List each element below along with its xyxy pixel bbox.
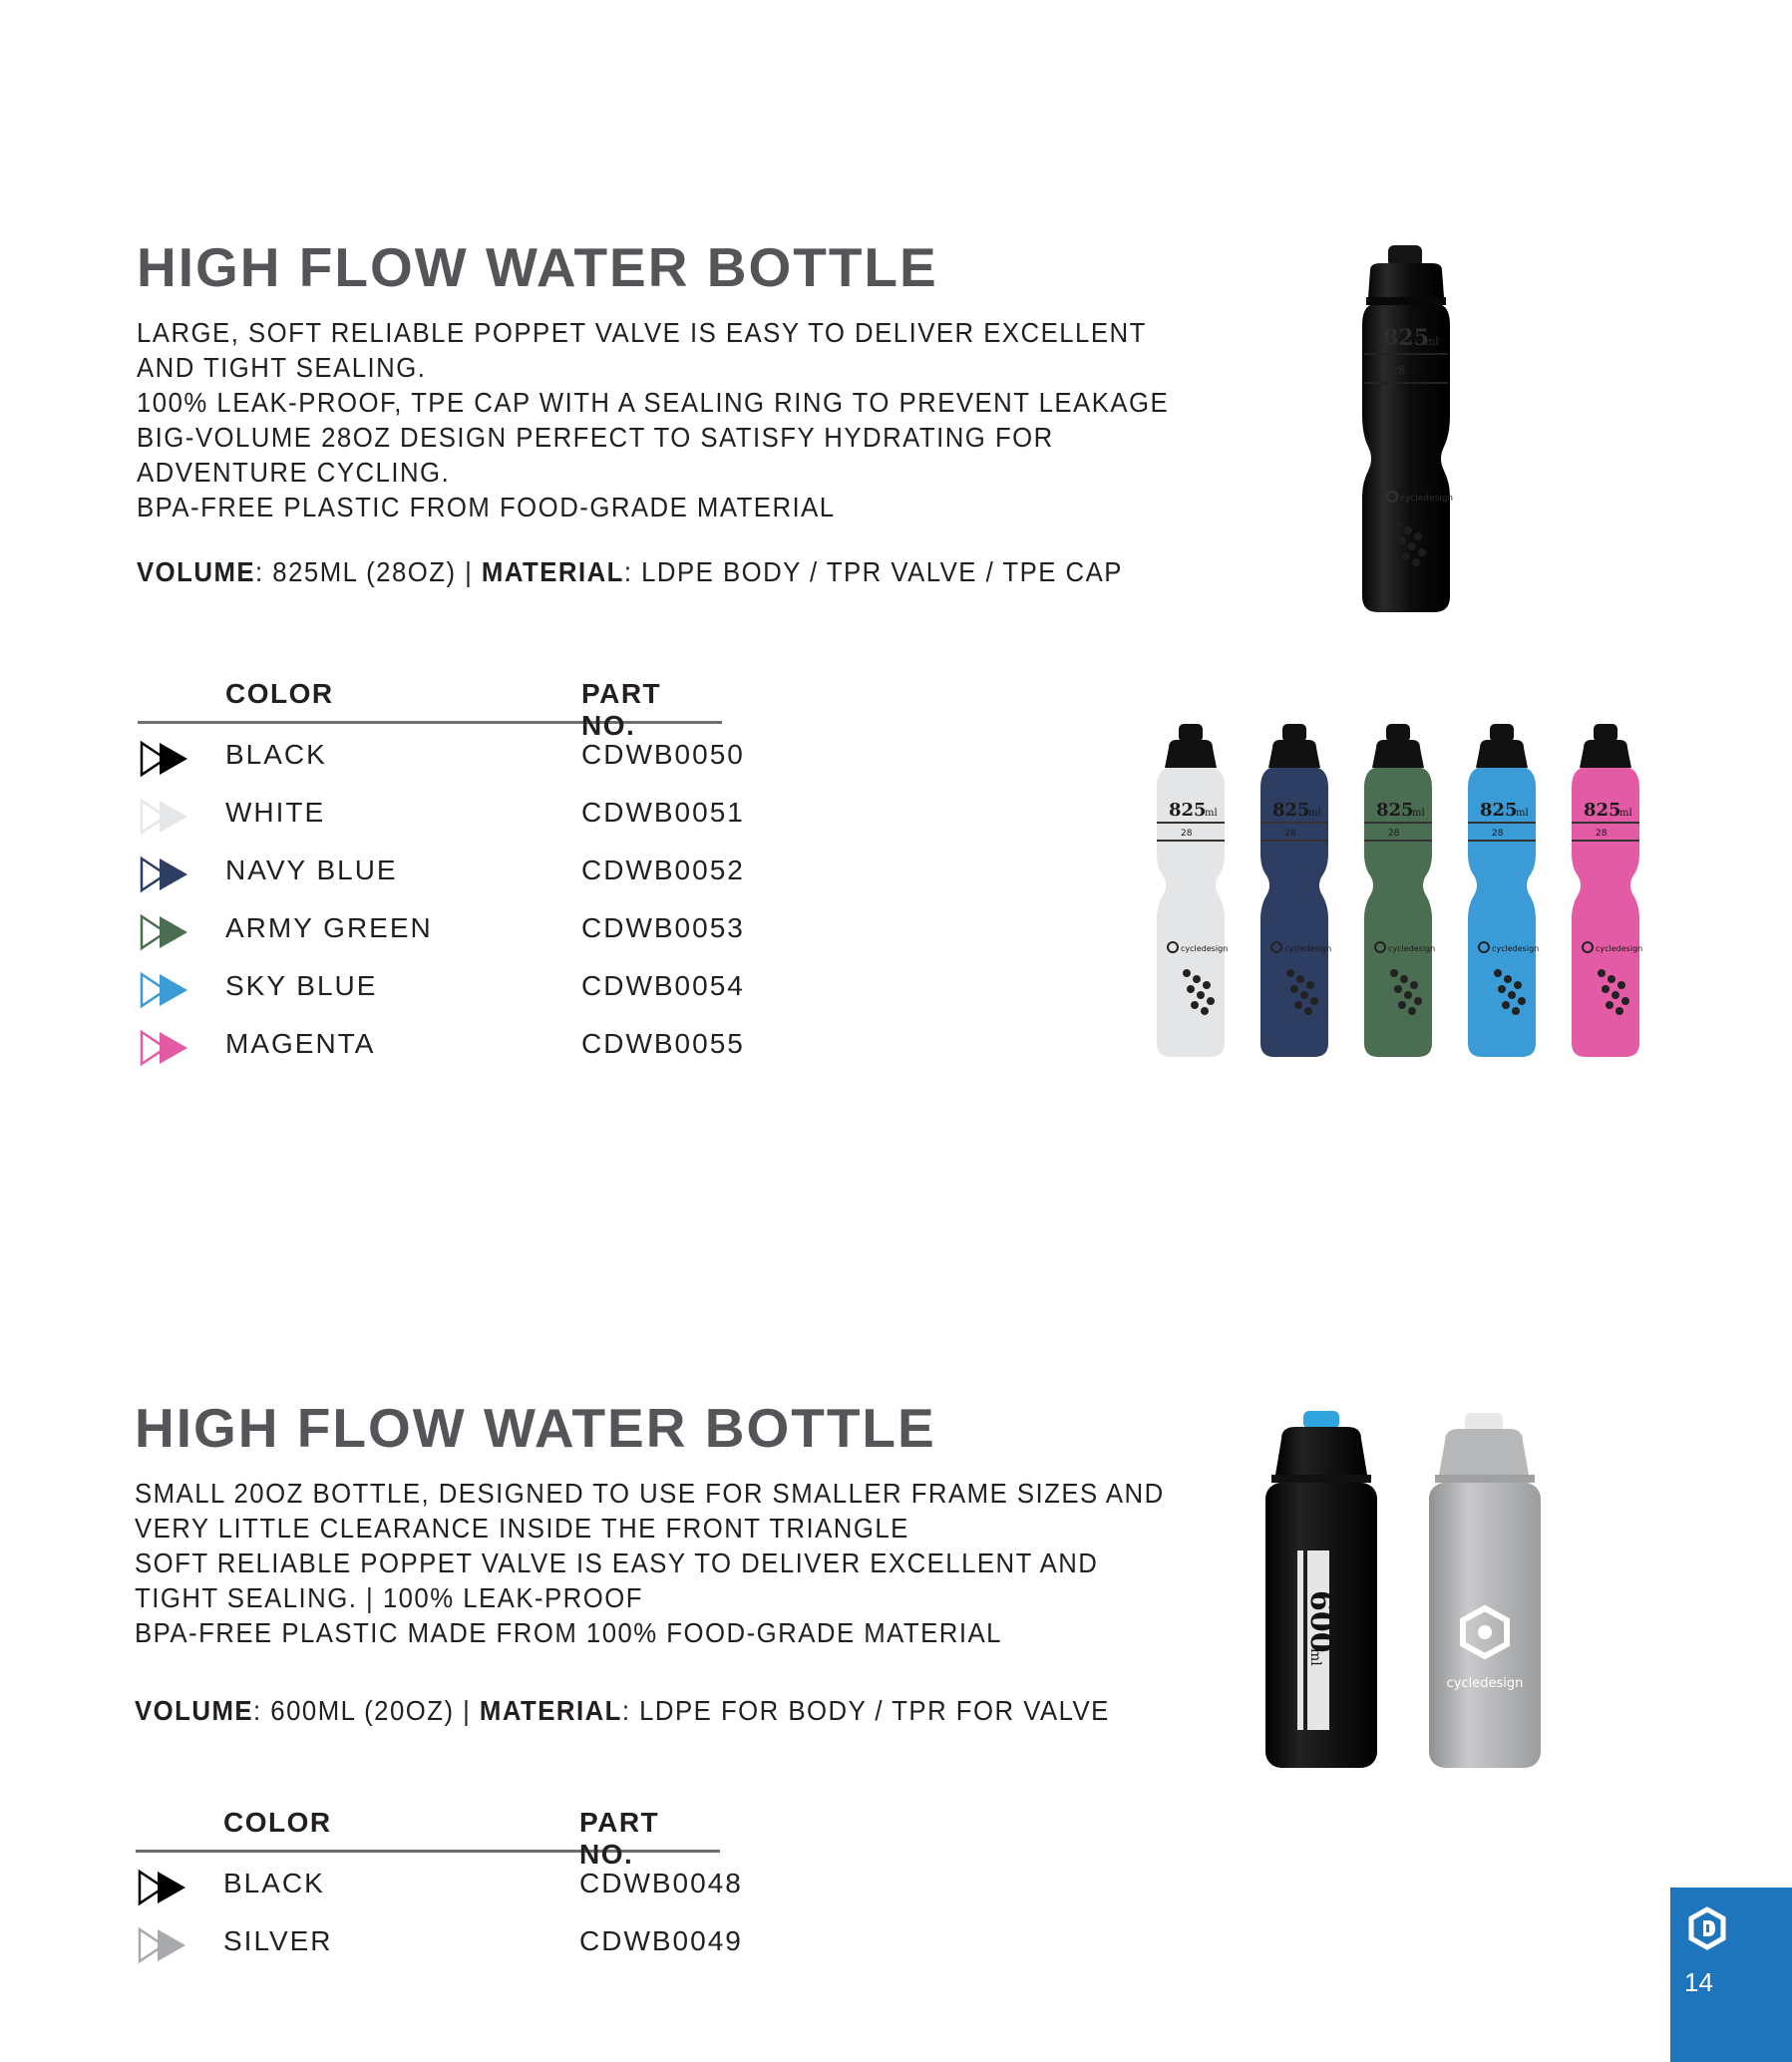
- description-line: 100% LEAK-PROOF, TPE CAP WITH A SEALING RING TO PREVENT LEAKAGE: [137, 387, 1170, 418]
- color-name: ARMY GREEN: [225, 912, 433, 943]
- bottle-volume-print: 600: [1303, 1590, 1338, 1653]
- color-swatch-icon: [138, 1869, 189, 1906]
- color-swatch-icon: [140, 740, 191, 778]
- color-header: COLOR: [223, 1807, 332, 1838]
- bottle-volume-print: 825: [1584, 800, 1621, 821]
- bottle-oz-print: 28: [1391, 364, 1405, 377]
- bottle-brand-print: cycledesign: [1596, 944, 1643, 953]
- bottle-unit-print: ml: [1425, 335, 1439, 348]
- description-line: SOFT RELIABLE POPPET VALVE IS EASY TO DELIVER EXCELLENT AND: [135, 1547, 1099, 1578]
- black-825ml-bottle-photo: [1336, 235, 1476, 614]
- bottle-oz-print: 28: [1388, 829, 1400, 839]
- part-number: CDWB0050: [581, 739, 745, 770]
- material-value: : LDPE BODY / TPR VALVE / TPE CAP: [623, 556, 1123, 587]
- part-number: CDWB0054: [581, 970, 745, 1001]
- color-name: WHITE: [225, 797, 326, 828]
- bottle-unit-print: ml: [1619, 808, 1632, 819]
- product-description: [137, 315, 1170, 524]
- part-number: CDWB0051: [581, 797, 745, 828]
- table-row: [138, 724, 745, 782]
- product-section-600ml: [0, 1396, 1792, 2034]
- material-label: MATERIAL: [479, 1695, 622, 1726]
- table-row: [138, 955, 745, 1013]
- lineup-bottle: [1260, 724, 1331, 1057]
- description-line: BPA-FREE PLASTIC FROM FOOD-GRADE MATERIAL: [137, 492, 836, 522]
- volume-label: VOLUME: [137, 556, 256, 587]
- color-swatch-icon: [140, 971, 191, 1009]
- cycledesign-logo: [1684, 1905, 1730, 1951]
- bottle-brand-print: cycledesign: [1284, 944, 1332, 953]
- color-header: COLOR: [225, 678, 334, 709]
- product-title: HIGH FLOW WATER BOTTLE: [137, 236, 938, 298]
- color-swatch-icon: [138, 1926, 189, 1964]
- description-line: SMALL 20OZ BOTTLE, DESIGNED TO USE FOR SMALLER FRAME SIZES AND: [135, 1478, 1165, 1509]
- volume-value: : 600ML (20OZ) |: [253, 1695, 480, 1726]
- color-swatch-icon: [140, 856, 191, 893]
- lineup-bottle: [1572, 724, 1642, 1057]
- material-value: : LDPE FOR BODY / TPR FOR VALVE: [621, 1695, 1110, 1726]
- product-specs: [135, 1695, 1110, 1727]
- description-line: BPA-FREE PLASTIC MADE FROM 100% FOOD-GRADE MATERIAL: [135, 1617, 1002, 1648]
- part-number: CDWB0048: [579, 1868, 743, 1898]
- bottle-oz-print: 28: [1181, 829, 1193, 839]
- product-section-825ml: [0, 235, 1792, 1113]
- table-body: [136, 1853, 743, 1968]
- lineup-bottle: [1364, 724, 1435, 1057]
- bottle-oz-print: 28: [1492, 829, 1504, 839]
- description-line: BIG-VOLUME 28OZ DESIGN PERFECT TO SATISFY HYDRATING FOR: [137, 422, 1054, 453]
- part-number: CDWB0053: [581, 912, 745, 943]
- part-no-header: PART NO.: [579, 1807, 660, 1870]
- table-row: [138, 840, 745, 897]
- product-description: [135, 1476, 1165, 1650]
- color-swatch-icon: [140, 913, 191, 951]
- bottle-oz-print: 28: [1596, 829, 1608, 839]
- color-swatch-icon: [140, 798, 191, 836]
- bottle-unit-print: ml: [1205, 808, 1218, 819]
- table-row: [138, 782, 745, 840]
- color-name: SKY BLUE: [225, 970, 378, 1001]
- color-swatch-icon: [140, 1029, 191, 1067]
- description-line: TIGHT SEALING. | 100% LEAK-PROOF: [135, 1582, 643, 1613]
- bottle-unit-print: ml: [1412, 808, 1425, 819]
- bottle-brand-print: cycledesign: [1400, 494, 1454, 504]
- lineup-bottle: [1468, 724, 1539, 1057]
- description-line: VERY LITTLE CLEARANCE INSIDE THE FRONT TRIANGLE: [135, 1513, 909, 1544]
- material-label: MATERIAL: [481, 556, 624, 587]
- volume-value: : 825ML (28OZ) |: [255, 556, 482, 587]
- bottle-unit-print: ml: [1308, 808, 1321, 819]
- bottle-brand-print: cycledesign: [1388, 944, 1436, 953]
- page-number: 14: [1684, 1967, 1713, 1997]
- table-row: [136, 1910, 743, 1968]
- part-number: CDWB0052: [581, 855, 745, 885]
- color-part-table: [136, 1803, 743, 1968]
- product-title: HIGH FLOW WATER BOTTLE: [135, 1397, 936, 1459]
- product-specs: [137, 556, 1123, 588]
- description-line: LARGE, SOFT RELIABLE POPPET VALVE IS EASY TO DELIVER EXCELLENT: [137, 317, 1147, 348]
- color-name: SILVER: [223, 1925, 333, 1956]
- bottle-unit-print: ml: [1307, 1648, 1323, 1666]
- part-number: CDWB0055: [581, 1028, 745, 1059]
- table-body: [138, 724, 745, 1071]
- color-name: BLACK: [223, 1868, 325, 1898]
- color-name: BLACK: [225, 739, 327, 770]
- table-row: [136, 1853, 743, 1910]
- bottle-brand-print: cycledesign: [1181, 944, 1229, 953]
- bottle-volume-print: 825: [1383, 325, 1429, 351]
- part-no-header: PART NO.: [581, 678, 662, 741]
- lineup-bottle: [1157, 724, 1228, 1057]
- page-number-badge: [1670, 1888, 1792, 2062]
- table-row: [138, 897, 745, 955]
- table-row: [138, 1013, 745, 1071]
- bottle-volume-print: 825: [1169, 800, 1207, 821]
- bottle-brand-print: cycledesign: [1492, 944, 1540, 953]
- bottle-volume-print: 825: [1376, 800, 1414, 821]
- volume-label: VOLUME: [135, 1695, 254, 1726]
- 600ml-bottles-photo: [1252, 1411, 1581, 1770]
- bottle-volume-print: 825: [1480, 800, 1518, 821]
- bottle-brand-print: cycledesign: [1446, 1676, 1524, 1691]
- bottle-lineup-svg: [1147, 724, 1665, 1063]
- color-name: NAVY BLUE: [225, 855, 398, 885]
- color-bottles-lineup-photo: [1147, 724, 1665, 1063]
- description-line: ADVENTURE CYCLING.: [137, 457, 451, 488]
- color-name: MAGENTA: [225, 1028, 376, 1059]
- color-part-table: [138, 674, 745, 1071]
- table-header: [138, 674, 722, 741]
- bottle-oz-print: 28: [1284, 829, 1296, 839]
- description-line: AND TIGHT SEALING.: [137, 352, 427, 383]
- table-header: [136, 1803, 720, 1870]
- part-number: CDWB0049: [579, 1925, 743, 1956]
- bottle-volume-print: 825: [1272, 800, 1310, 821]
- bottle-unit-print: ml: [1516, 808, 1529, 819]
